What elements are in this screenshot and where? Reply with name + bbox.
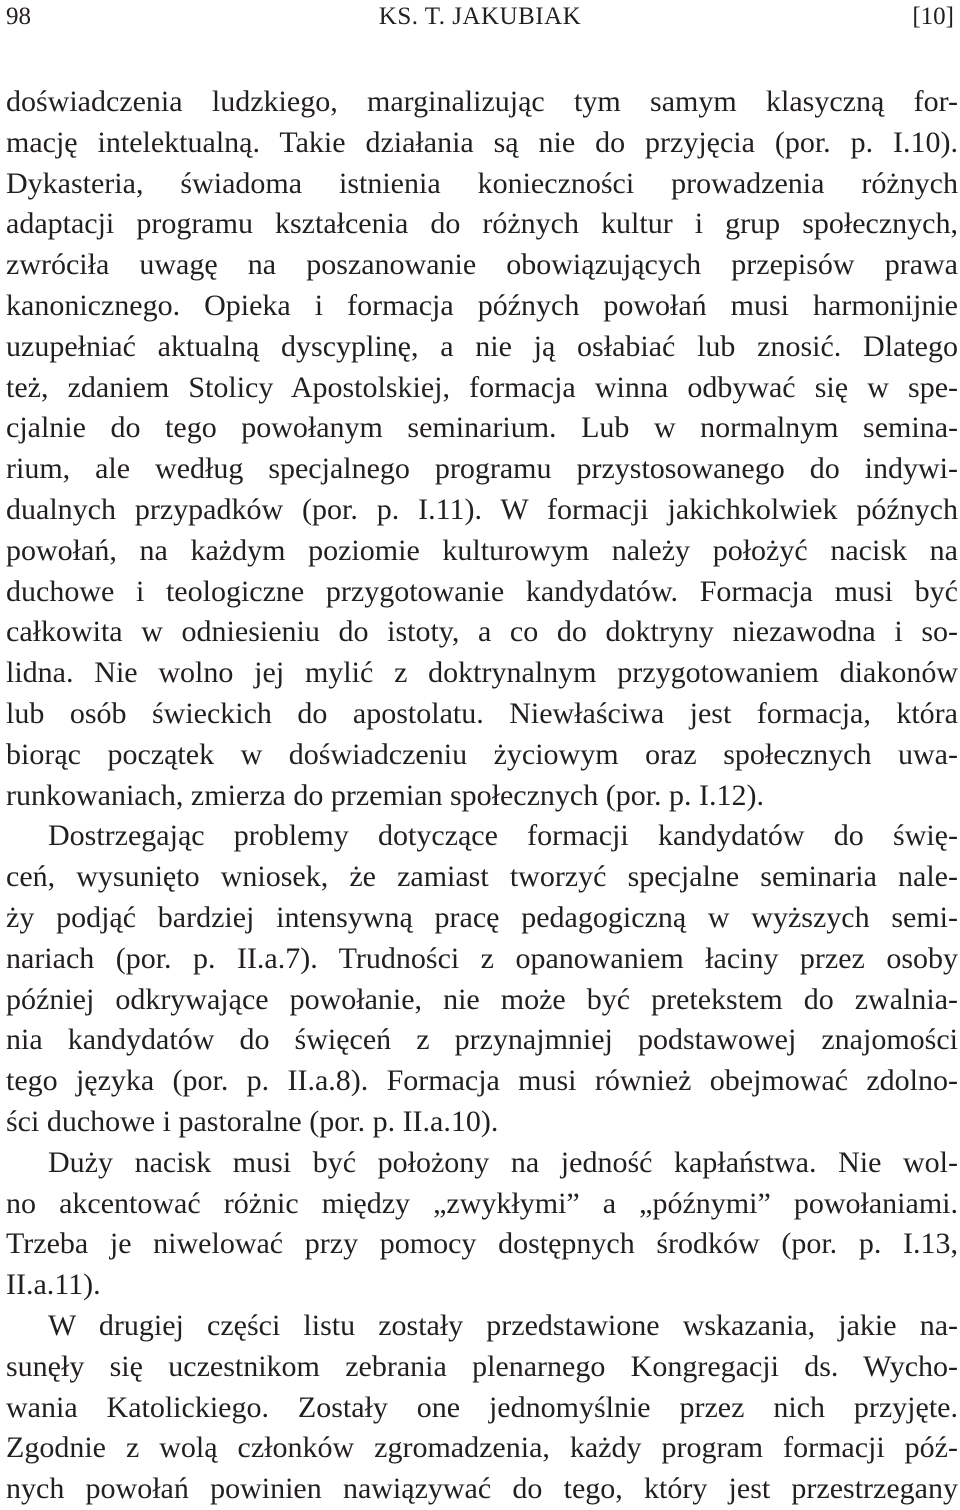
text-line: zwróciła uwagę na poszanowanie obowiązujących przepisów prawa xyxy=(6,248,958,282)
text-line: adaptacji programu kształcenia do różnych kultur i grup społecznych, xyxy=(6,207,958,241)
text-line: Zgodnie z wolą członków zgromadzenia, każdy program formacji póź- xyxy=(6,1431,958,1465)
text-line: W drugiej części listu zostały przedstawione wskazania, jakie na- xyxy=(48,1308,958,1342)
text-line: rium, ale według specjalnego programu przystosowanego do indywi- xyxy=(6,452,958,486)
text-line: biorąc początek w doświadczeniu życiowym oraz społecznych uwa- xyxy=(6,737,958,771)
text-line: też, zdaniem Stolicy Apostolskiej, formacja winna odbywać się w spe- xyxy=(6,370,958,404)
text-line: II.a.11). xyxy=(6,1268,101,1302)
text-line: ży podjąć bardziej intensywną pracę pedagogiczną w wyższych semi- xyxy=(6,900,958,934)
text-line: Dykasteria, świadoma istnienia konieczności prowadzenia różnych xyxy=(6,166,958,200)
text-line: powołań, na każdym poziomie kulturowym należy położyć nacisk na xyxy=(6,533,958,567)
section-reference: [10] xyxy=(912,3,954,30)
page-number: 98 xyxy=(6,3,31,30)
running-title: KS. T. JAKUBIAK xyxy=(378,3,582,30)
text-line: no akcentować różnic między „zwykłymi” a „późnymi” powołaniami. xyxy=(6,1186,958,1220)
text-line: duchowe i teologiczne przygotowanie kandydatów. Formacja musi być xyxy=(6,574,958,608)
text-line: dualnych przypadków (por. p. I.11). W formacji jakichkolwiek późnych xyxy=(6,492,958,526)
text-line: całkowita w odniesieniu do istoty, a co do doktryny niezawodna i so- xyxy=(6,615,958,649)
text-line: lub osób świeckich do apostolatu. Niewłaściwa jest formacja, która xyxy=(6,696,958,730)
text-line: później odkrywające powołanie, nie może być pretekstem do zwalnia- xyxy=(6,982,958,1016)
body-text xyxy=(6,82,958,1510)
text-line: nariach (por. p. II.a.7). Trudności z opanowaniem łaciny przez osoby xyxy=(6,941,958,975)
text-line: uzupełniać aktualną dyscyplinę, a nie ją osłabiać lub znosić. Dlatego xyxy=(6,329,958,363)
text-line: nia kandydatów do święceń z przynajmniej podstawowej znajomości xyxy=(6,1023,958,1057)
text-line: ceń, wysunięto wniosek, że zamiast tworzyć specjalne seminaria nale- xyxy=(6,860,958,894)
text-line: runkowaniach, zmierza do przemian społecznych (por. p. I.12). xyxy=(6,778,765,812)
text-line: nych powołań powinien nawiązywać do tego, który jest przestrzegany xyxy=(6,1472,958,1506)
text-line: ści duchowe i pastoralne (por. p. II.a.10). xyxy=(6,1104,499,1138)
text-line: Duży nacisk musi być położony na jedność kapłaństwa. Nie wol- xyxy=(48,1145,958,1179)
text-line: mację intelektualną. Takie działania są nie do przyjęcia (por. p. I.10). xyxy=(6,125,958,159)
text-line: sunęły się uczestnikom zebrania plenarnego Kongregacji ds. Wycho- xyxy=(6,1349,958,1383)
text-line: tego języka (por. p. II.a.8). Formacja musi również obejmować zdolno- xyxy=(6,1064,958,1098)
text-line: cjalnie do tego powołanym seminarium. Lub w normalnym semina- xyxy=(6,411,958,445)
text-line: wania Katolickiego. Zostały one jednomyślnie przez nich przyjęte. xyxy=(6,1390,958,1424)
text-line: Trzeba je niwelować przy pomocy dostępnych środków (por. p. I.13, xyxy=(6,1227,958,1261)
text-line: Dostrzegając problemy dotyczące formacji kandydatów do świę- xyxy=(48,819,958,853)
text-line: doświadczenia ludzkiego, marginalizując tym samym klasyczną for- xyxy=(6,85,958,118)
text-line: kanonicznego. Opieka i formacja późnych powołań musi harmonijnie xyxy=(6,288,958,322)
running-header xyxy=(6,0,954,34)
text-line: lidna. Nie wolno jej mylić z doktrynalnym przygotowaniem diakonów xyxy=(6,656,958,690)
